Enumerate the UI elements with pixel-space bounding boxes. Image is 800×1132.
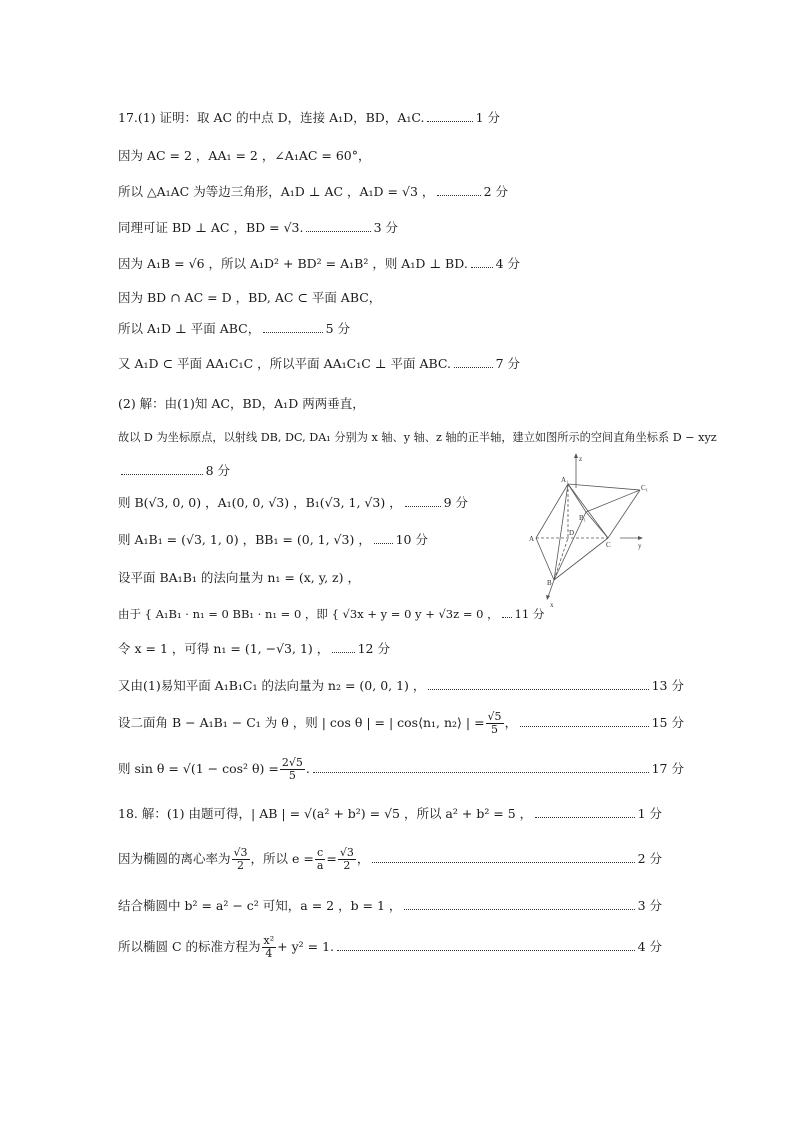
label-A1: A₁ (561, 476, 569, 484)
label-B1: B₁ (579, 514, 587, 522)
fraction: $\frac{c}{a}$ (316, 845, 324, 872)
line-l3: 所以 △A₁AC 为等边三角形，A₁D ⊥ AC ，A₁D = √3 ， 2 分 (118, 184, 508, 199)
points-label: 12 分 (357, 641, 390, 656)
points-label: 1 分 (637, 806, 662, 821)
points-label: 7 分 (495, 356, 520, 371)
line-l19: 则 sin θ = √(1 − cos² θ) = $\frac{2√5}{5}$ . 17 分 (118, 755, 684, 782)
points-label: 5 分 (325, 321, 350, 336)
edge-A1-C1 (568, 484, 640, 490)
points-label: 17 分 (651, 761, 684, 776)
points-label: 13 分 (651, 678, 684, 693)
prism-coordinate-figure (528, 452, 658, 612)
edge-A-B (536, 538, 554, 580)
edge-B-C (554, 538, 608, 580)
line-l10: 故以 D 为坐标原点，以射线 DB, DC, DA₁ 分别为 x 轴、y 轴、z 轴的正半轴，建立如图所示的空间直角坐标系 D − xyz (118, 431, 717, 444)
points-label: 4 分 (637, 939, 662, 954)
points-label: 8 分 (205, 463, 230, 478)
line-l8: 又 A₁D ⊂ 平面 AA₁C₁C ，所以平面 AA₁C₁C ⊥ 平面 ABC. 7 分 (118, 356, 520, 371)
line-l23: 所以椭圆 C 的标准方程为 $\frac{\text{x²}}{4}$ + y² = 1. 4 分 (118, 933, 662, 960)
edge-B1-C1 (586, 490, 640, 512)
points-label: 10 分 (395, 532, 428, 547)
label-C1: C₁ (641, 484, 649, 492)
line-l14: 设平面 BA₁B₁ 的法向量为 n₁ = (x, y, z) ， (118, 570, 360, 585)
label-y: y (638, 542, 642, 550)
y-arrow (638, 536, 643, 540)
points-label: 3 分 (637, 898, 662, 913)
label-D: D (569, 529, 575, 537)
label-z: z (579, 455, 583, 463)
points-label: 4 分 (495, 256, 520, 271)
label-x: x (550, 601, 554, 609)
edge-B-D (554, 538, 568, 580)
line-l17: 又由(1)易知平面 A₁B₁C₁ 的法向量为 n₂ = (0, 0, 1) ， 13 分 (118, 678, 684, 693)
points-label: 2 分 (637, 851, 662, 866)
line-l22: 结合椭圆中 b² = a² − c² 可知，a = 2 ，b = 1 ， 3 分 (118, 898, 662, 913)
line-l15: 由于 { A₁B₁ · n₁ = 0 BB₁ · n₁ = 0 ，即 { √3x + y = 0 y + √3z = 0 ， 11 分 (118, 607, 545, 621)
line-l13: 则 A₁B₁ = (√3, 1, 0) ，BB₁ = (0, 1, √3) ， 10 分 (118, 532, 428, 547)
line-l2: 因为 AC = 2 ，AA₁ = 2 ，∠A₁AC = 60°， (118, 148, 371, 163)
points-label: 1 分 (475, 110, 500, 125)
line-l16: 令 x = 1 ，可得 n₁ = (1, −√3, 1) ， 12 分 (118, 641, 390, 656)
points-label: 15 分 (651, 715, 684, 730)
fraction: $\frac{2√5}{5}$ (281, 755, 303, 782)
z-arrow (574, 453, 578, 458)
edge-B1-C (586, 512, 608, 538)
fraction: $\frac{√3}{2}$ (233, 845, 248, 872)
points-label: 11 分 (514, 607, 545, 621)
edge-C-C1 (608, 490, 640, 538)
line-l7: 所以 A₁D ⊥ 平面 ABC， 5 分 (118, 321, 350, 336)
label-B: B (547, 579, 552, 587)
line-l21: 因为椭圆的离心率为 $\frac{√3}{2}$ ，所以 e = $\frac{c}{a}$ = $\frac{√3}{2}$ ， 2 分 (118, 845, 662, 872)
fraction: $\frac{\text{x²}}{4}$ (263, 933, 275, 960)
fraction: $\frac{√3}{2}$ (339, 845, 354, 872)
points-label: 9 分 (443, 495, 468, 510)
line-l6: 因为 BD ∩ AC = D ，BD, AC ⊂ 平面 ABC， (118, 290, 382, 305)
edge-A-A1 (536, 484, 568, 538)
fraction: $\frac{√5}{5}$ (487, 709, 502, 736)
points-label: 3 分 (373, 220, 398, 235)
label-C: C (606, 541, 611, 549)
line-l5: 因为 A₁B = √6 ，所以 A₁D² + BD² = A₁B² ，则 A₁D ⊥ BD. 4 分 (118, 256, 520, 271)
line-l12: 则 B(√3, 0, 0) ，A₁(0, 0, √3) ，B₁(√3, 1, √3) ， 9 分 (118, 495, 468, 510)
line-l4: 同理可证 BD ⊥ AC ，BD = √3. 3 分 (118, 220, 398, 235)
label-A: A (529, 535, 535, 543)
line-l18: 设二面角 B − A₁B₁ − C₁ 为 θ ，则 | cos θ | = | cos⟨n₁, n₂⟩ | = $\frac{√5}{5}$ ， 15 分 (118, 709, 684, 736)
line-l20: 18. 解：(1) 由题可得，| AB | = √(a² + b²) = √5 ，所以 a² + b² = 5 ， 1 分 (118, 806, 662, 821)
points-label: 2 分 (483, 184, 508, 199)
line-l11 (118, 463, 230, 479)
line-l9: (2) 解：由(1)知 AC，BD，A₁D 两两垂直， (118, 396, 365, 411)
x-arrow (546, 595, 550, 600)
line-l1: 17.(1) 证明：取 AC 的中点 D，连接 A₁D，BD，A₁C. 1 分 (118, 110, 500, 125)
